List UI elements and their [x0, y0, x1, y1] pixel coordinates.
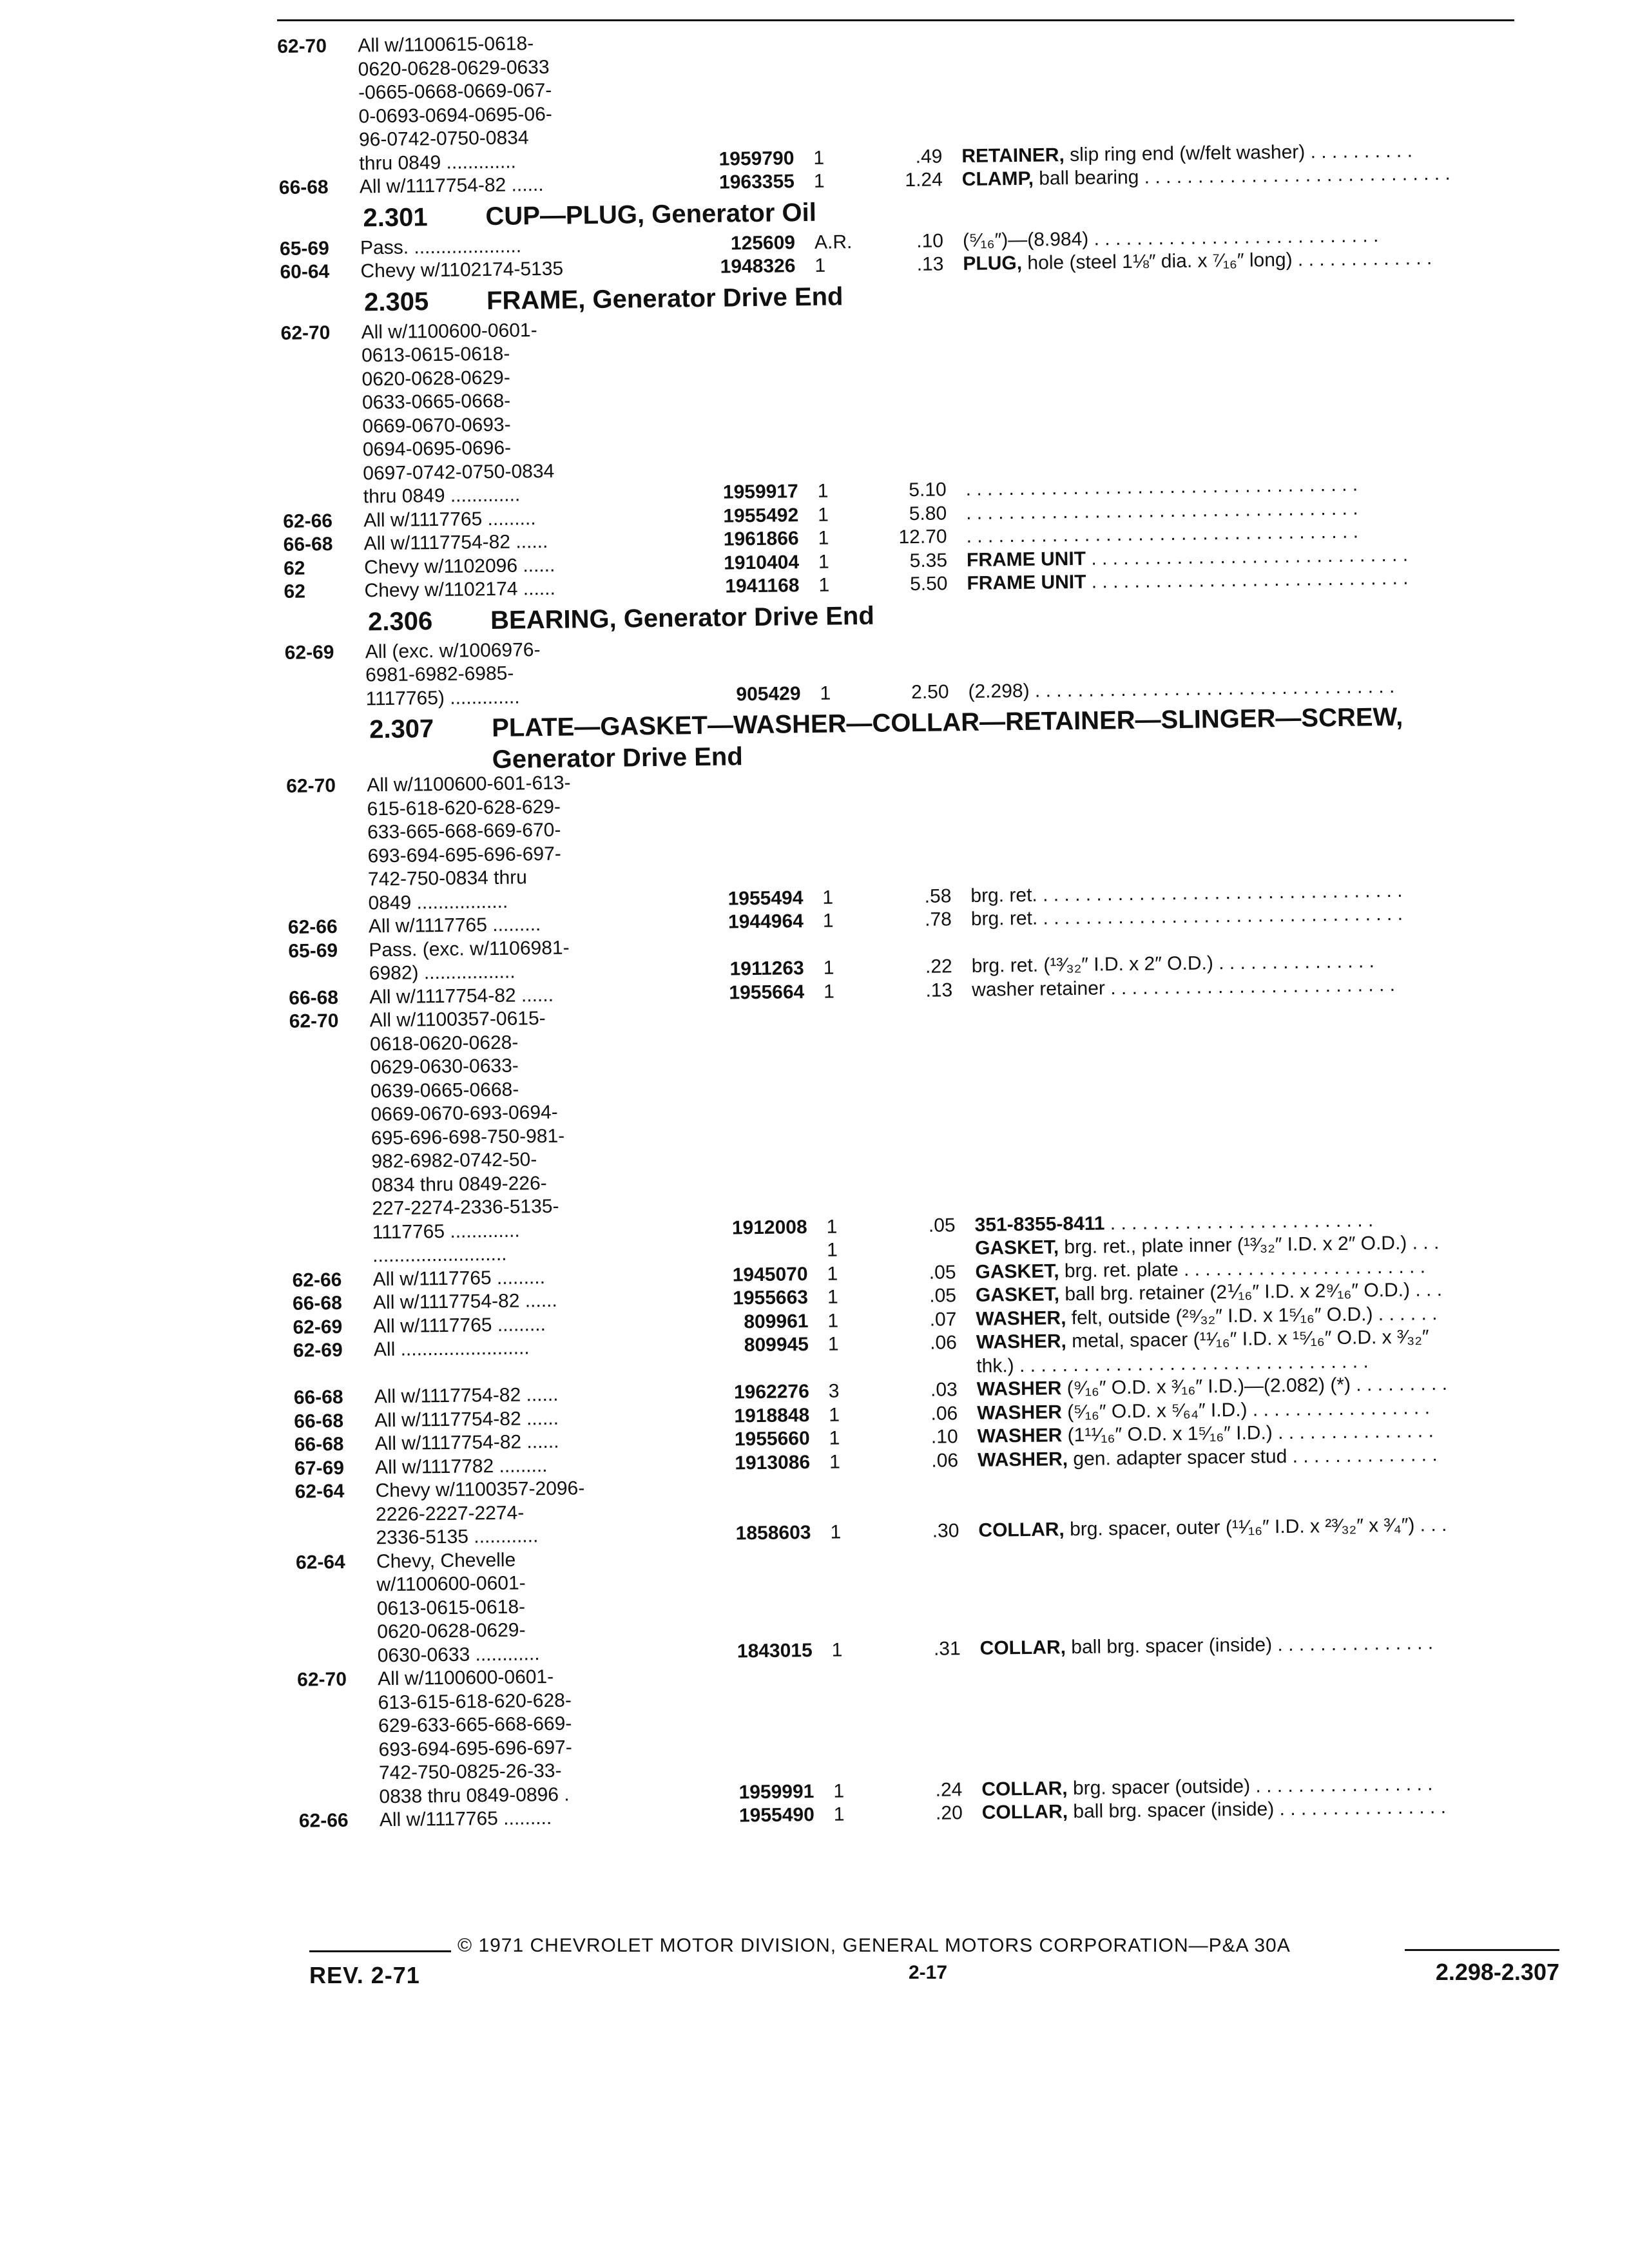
application: All w/1117765 ......... [372, 1266, 546, 1290]
part-name: WASHER [976, 1401, 1063, 1424]
application: All w/1117765 ......... [373, 1313, 546, 1337]
description-detail: (⁵⁄₁₆″)—(8.984) . . . . . . . . . . . . . . . . . . . . . . . . . . . [962, 224, 1379, 251]
application: All w/1117754-82 ...... [374, 1383, 559, 1408]
part-number: 1955663 [732, 1287, 809, 1309]
quantity: 1 [822, 887, 834, 908]
part-name: WASHER [977, 1425, 1063, 1447]
application: thru 0849 ............. [363, 484, 521, 508]
price: .05 [929, 1261, 956, 1283]
application: 0834 thru 0849-226- [371, 1172, 547, 1196]
page-number: 2-17 [909, 1962, 948, 1983]
quantity: 1 [813, 170, 825, 192]
part-number: 1944964 [728, 910, 804, 933]
description-detail: felt, outside (²⁹⁄₃₂″ I.D. x 1⁵⁄₁₆″ O.D.) . . . . . . [1066, 1302, 1438, 1329]
part-number: 1962276 [733, 1381, 809, 1403]
application: 742-750-0825-26-33- [378, 1760, 562, 1784]
application: 613-615-618-620-628- [378, 1689, 572, 1713]
section-number: 2.307 [369, 715, 434, 744]
price: .13 [925, 979, 953, 1001]
application: thru 0849 ............. [359, 150, 517, 174]
part-number: 1941168 [725, 575, 800, 597]
quantity: 1 [813, 147, 825, 169]
model-years: 60-64 [280, 261, 330, 283]
part-number: 1945070 [732, 1263, 808, 1286]
application: 0629-0630-0633- [370, 1055, 519, 1079]
quantity: 1 [829, 1450, 840, 1473]
price: .06 [931, 1449, 959, 1472]
part-number: 1955490 [738, 1804, 815, 1827]
application: 0838 thru 0849-0896 . [379, 1783, 570, 1807]
part-number: 809945 [744, 1334, 809, 1356]
price: .06 [929, 1332, 958, 1354]
application: w/1100600-0601- [376, 1572, 526, 1596]
footer-rule-right [1405, 1949, 1559, 1951]
model-years: 62-70 [289, 1010, 339, 1032]
application: All w/1100615-0618- [358, 33, 534, 57]
part-name: GASKET, [975, 1283, 1060, 1306]
model-years: 62-66 [298, 1809, 349, 1832]
part-number: 1961866 [723, 528, 799, 550]
description-detail: . . . . . . . . . . . . . . . . . . . . . . . . . [1104, 1209, 1374, 1234]
price: .30 [932, 1520, 959, 1542]
quantity: 1 [815, 255, 826, 276]
part-name: COLLAR, [981, 1777, 1068, 1800]
model-years: 62 [284, 581, 306, 602]
model-years: 62-70 [280, 322, 331, 344]
description-detail: (2.298) . . . . . . . . . . . . . . . . . . . . . . . . . . . . . . . . . . [968, 675, 1395, 702]
part-name: COLLAR, [978, 1519, 1065, 1541]
price: 12.70 [898, 526, 947, 548]
model-years: 62-69 [284, 641, 334, 664]
application: 6982) ................. [369, 961, 516, 985]
part-number: 1912008 [731, 1216, 807, 1239]
quantity: 1 [833, 1780, 845, 1802]
quantity: 1 [817, 504, 829, 526]
part-name: 351-8355-8411 [974, 1212, 1105, 1236]
application: 2336-5135 ............ [376, 1525, 539, 1549]
model-years: 62-66 [287, 916, 338, 938]
part-name: WASHER, [977, 1448, 1068, 1471]
description-detail: ball bearing . . . . . . . . . . . . . . . . . . . . . . . . . . . . . [1033, 162, 1451, 189]
part-number: 1843015 [737, 1639, 813, 1662]
application: 0633-0665-0668- [361, 390, 511, 414]
application: 0849 ................. [368, 890, 508, 914]
application: 982-6982-0742-50- [371, 1149, 537, 1173]
description-detail: brg. ret. plate . . . . . . . . . . . . . . . . . . . . . . . [1059, 1255, 1426, 1282]
copyright-notice: © 1971 CHEVROLET MOTOR DIVISION, GENERAL MOTORS CORPORATION—P&A 30A [458, 1935, 1291, 1956]
part-name: FRAME UNIT [966, 548, 1086, 571]
description-detail: gen. adapter spacer stud . . . . . . . . . . . . . . [1067, 1443, 1438, 1470]
application: All w/1117754-82 ...... [369, 984, 554, 1008]
part-name: COLLAR, [981, 1801, 1068, 1823]
part-name: GASKET, [974, 1236, 1059, 1259]
quantity: 1 [826, 1216, 838, 1238]
model-years: 66-68 [278, 177, 329, 198]
price: 5.80 [909, 502, 947, 524]
application: 0-0693-0694-0695-06- [358, 103, 552, 127]
application: 2226-2227-2274- [375, 1501, 525, 1525]
section-number: 2.306 [367, 606, 433, 636]
part-number: 1955664 [729, 981, 805, 1004]
application: All w/1117754-82 ...... [374, 1407, 559, 1431]
model-years: 62-70 [286, 774, 336, 797]
price: .58 [924, 885, 952, 907]
application: All w/1117754-82 ...... [359, 173, 544, 198]
description-detail: . . . . . . . . . . . . . . . . . . . . . . . . . . . . . . [1086, 567, 1409, 593]
application: 0697-0742-0750-0834 [363, 460, 555, 484]
quantity: 1 [820, 682, 831, 704]
quantity: 1 [823, 981, 835, 1003]
part-name: WASHER [976, 1378, 1062, 1400]
application: 6981-6982-6985- [365, 662, 514, 686]
quantity: 1 [829, 1403, 840, 1426]
application: All w/1117782 ......... [374, 1454, 548, 1478]
description-detail: ball brg. spacer (inside) . . . . . . . . . . . . . . . [1065, 1631, 1434, 1658]
part-number: 1911263 [729, 957, 804, 980]
application: All w/1100600-601-613- [367, 772, 571, 796]
application: All (exc. w/1006976- [365, 639, 541, 662]
price: .78 [924, 908, 952, 930]
quantity: 1 [829, 1427, 840, 1449]
model-years: 66-68 [289, 986, 339, 1009]
application: 0694-0695-0696- [362, 437, 512, 461]
application: 0669-0670-693-0694- [371, 1101, 558, 1126]
model-years: 62-69 [293, 1316, 343, 1338]
application: All w/1100600-0601- [377, 1666, 554, 1690]
model-years: 66-68 [283, 533, 333, 555]
part-number: 1948326 [720, 255, 796, 278]
application: 693-694-695-696-697- [378, 1736, 572, 1760]
price: .07 [929, 1308, 957, 1331]
application: All w/1117765 ......... [363, 507, 536, 531]
section-number: 2.305 [363, 287, 429, 316]
description-detail: brg. ret., plate inner (¹³⁄₃₂″ I.D. x 2″ O.D.) . . . [1058, 1232, 1440, 1258]
part-number: 1955494 [728, 887, 804, 910]
application: All w/1117754-82 ...... [363, 530, 548, 555]
model-years: 65-69 [288, 939, 338, 962]
price: .10 [916, 229, 944, 252]
part-number: 1910404 [724, 551, 800, 574]
quantity: 1 [826, 1239, 838, 1261]
part-number: 905429 [736, 682, 801, 705]
price: .49 [915, 145, 943, 168]
application: All w/1117765 ......... [368, 914, 541, 937]
part-name: CLAMP, [961, 168, 1034, 191]
model-years: 62-70 [277, 35, 327, 57]
application: ......................... [372, 1243, 507, 1267]
model-years: 66-68 [292, 1292, 342, 1314]
section-title: PLATE—GASKET—WASHER—COLLAR—RETAINER—SLINGER—SCREW, [491, 702, 1403, 743]
part-name: GASKET, [975, 1260, 1059, 1283]
price: .31 [933, 1637, 961, 1660]
description-detail: washer retainer . . . . . . . . . . . . . . . . . . . . . . . . . . . [971, 974, 1396, 1001]
revision-label: REV. 2-71 [309, 1962, 420, 1988]
part-name: RETAINER, [961, 144, 1065, 167]
model-years: 65-69 [279, 237, 329, 260]
quantity: 1 [822, 910, 834, 932]
application: 0613-0615-0618- [376, 1595, 526, 1619]
description-detail: brg. spacer, outer (¹¹⁄₁₆″ I.D. x ²³⁄₃₂″ x ³⁄₄″) . . . [1064, 1514, 1447, 1541]
quantity: 1 [827, 1286, 838, 1308]
part-number: 1913086 [735, 1451, 811, 1474]
application: Pass. (exc. w/1106981- [369, 937, 570, 961]
part-number: 1959790 [718, 147, 795, 170]
application: All w/1117754-82 ...... [374, 1430, 559, 1455]
part-number [651, 29, 793, 31]
description-detail: thk.) . . . . . . . . . . . . . . . . . . . . . . . . . . . . . . . . . [976, 1350, 1369, 1377]
application: Chevy w/1102096 ...... [363, 554, 555, 578]
quantity: 1 [818, 527, 829, 549]
quantity: 1 [830, 1521, 842, 1543]
application: 0620-0628-0629- [377, 1619, 526, 1643]
description-detail: brg. ret. . . . . . . . . . . . . . . . . . . . . . . . . . . . . . . . . . . [970, 879, 1403, 907]
price: .20 [935, 1802, 963, 1824]
price: .05 [929, 1285, 957, 1307]
description-detail: . . . . . . . . . . . . . . . . . . . . . . . . . . . . . . [1085, 544, 1409, 570]
model-years: 62-70 [296, 1668, 347, 1691]
application: All ........................ [373, 1337, 530, 1361]
description-detail: metal, spacer (¹¹⁄₁₆″ I.D. x ¹⁵⁄₁₆″ O.D. x ³⁄₃₂″ [1066, 1326, 1429, 1352]
description-detail: . . . . . . . . . . . . . . . . . . . . . . . . . . . . . . . . . . . . . [966, 521, 1359, 547]
price [831, 27, 941, 28]
quantity: 3 [828, 1380, 840, 1402]
model-years: 62-64 [295, 1551, 345, 1573]
application: All w/1117754-82 ...... [372, 1289, 557, 1314]
model-years: 66-68 [294, 1410, 344, 1432]
application: 0639-0665-0668- [370, 1079, 519, 1102]
description-detail: (⁹⁄₁₆″ O.D. x ³⁄₁₆″ I.D.)—(2.082) (*) . . . . . . . . . [1061, 1372, 1448, 1399]
price: .13 [916, 253, 944, 275]
price: 2.50 [911, 680, 949, 703]
part-name: PLUG, [963, 252, 1023, 275]
application: 0613-0615-0618- [361, 343, 510, 367]
section-range: 2.298-2.307 [1435, 1959, 1559, 1985]
section-number: 2.301 [363, 202, 428, 232]
application: 0620-0628-0629- [361, 367, 510, 390]
description-detail: (1¹¹⁄₁₆″ O.D. x 1⁵⁄₁₆″ I.D.) . . . . . . . . . . . . . . . [1062, 1420, 1434, 1446]
application: Chevy w/1100357-2096- [375, 1477, 585, 1502]
quantity: 1 [817, 480, 829, 502]
part-name: WASHER, [976, 1307, 1066, 1330]
model-years: 62-66 [292, 1269, 342, 1291]
application: 633-665-668-669-670- [367, 819, 561, 843]
application: 0630-0633 ............ [377, 1642, 540, 1666]
description-detail: slip ring end (w/felt washer) . . . . . . . . . . [1064, 139, 1413, 166]
application: -0665-0668-0669-067- [358, 79, 552, 104]
application: 629-633-665-668-669- [378, 1713, 572, 1737]
quantity: 1 [818, 574, 830, 596]
description-detail: brg. spacer (outside) . . . . . . . . . . . . . . . . . [1067, 1773, 1433, 1799]
application: Chevy w/1102174 ...... [364, 577, 556, 602]
model-years: 62-66 [283, 510, 333, 532]
model-years: 66-68 [293, 1386, 343, 1408]
top-rule [277, 19, 1514, 21]
application: 0620-0628-0629-0633 [358, 56, 550, 80]
price: .03 [930, 1379, 958, 1401]
application: All w/1117765 ......... [379, 1807, 552, 1831]
application: 615-618-620-628-629- [367, 796, 561, 820]
price: 5.50 [909, 573, 948, 595]
quantity: A.R. [814, 231, 853, 253]
model-years: 67-69 [294, 1457, 345, 1479]
part-number: 1955492 [723, 504, 799, 527]
page-footer [309, 1930, 1559, 1994]
application: 0618-0620-0628- [369, 1032, 519, 1055]
part-number: 1858603 [735, 1522, 811, 1544]
part-name: FRAME UNIT [967, 571, 1086, 594]
description-detail: ball brg. retainer (2⅟₁₆″ I.D. x 2⁹⁄₁₆″ O.D.) . . . [1059, 1279, 1443, 1305]
application: 695-696-698-750-981- [371, 1125, 565, 1149]
description-detail: . . . . . . . . . . . . . . . . . . . . . . . . . . . . . . . . . . . . . [965, 474, 1358, 500]
price: .05 [928, 1214, 956, 1236]
application: 693-694-695-696-697- [367, 843, 561, 867]
section-title: CUP—PLUG, Generator Oil [485, 198, 817, 231]
description-detail: (⁵⁄₁₆″ O.D. x ⁵⁄₆₄″ I.D.) . . . . . . . . . . . . . . . . . [1061, 1396, 1431, 1423]
parts-catalog [277, 20, 1581, 1834]
quantity: 1 [827, 1333, 839, 1355]
quantity: 1 [827, 1310, 839, 1332]
model-years: 62-64 [294, 1480, 345, 1503]
model-years: 66-68 [294, 1433, 344, 1456]
price: .06 [930, 1402, 958, 1425]
application: 1117765 ............. [372, 1220, 520, 1243]
quantity: 1 [818, 551, 829, 573]
application: Chevy, Chevelle [376, 1549, 516, 1572]
application: Chevy w/1102174-5135 [360, 258, 564, 282]
application: Pass. .................... [360, 235, 522, 258]
application: 227-2274-2336-5135- [372, 1195, 559, 1220]
application: All w/1100600-0601- [361, 319, 537, 343]
part-number: 1959917 [722, 481, 798, 503]
section-title: Generator Drive End [492, 742, 744, 774]
price: .24 [935, 1778, 963, 1801]
description-detail: ball brg. spacer (inside) . . . . . . . . . . . . . . . . [1067, 1796, 1447, 1823]
section-title: BEARING, Generator Drive End [490, 601, 875, 635]
price: 5.10 [909, 479, 947, 501]
part-number: 125609 [730, 231, 796, 254]
part-name: COLLAR, [979, 1636, 1066, 1659]
price: 5.35 [909, 549, 948, 572]
footer-rule-left [309, 1950, 451, 1952]
application: 1117765) ............. [365, 686, 520, 709]
description-detail: hole (steel 1⅛″ dia. x ⁷⁄₁₆″ long) . . . . . . . . . . . . . [1021, 247, 1432, 274]
description-detail: . . . . . . . . . . . . . . . . . . . . . . . . . . . . . . . . . . . . . [965, 497, 1358, 524]
part-name: WASHER, [976, 1331, 1067, 1353]
description-detail: brg. ret. . . . . . . . . . . . . . . . . . . . . . . . . . . . . . . . . . . [970, 903, 1403, 930]
description-detail: brg. ret. (¹³⁄₃₂″ I.D. x 2″ O.D.) . . . . . . . . . . . . . . . [971, 950, 1375, 977]
quantity: 1 [831, 1639, 843, 1661]
price: 1.24 [905, 169, 943, 191]
quantity: 1 [823, 957, 834, 979]
application: 96-0742-0750-0834 [358, 127, 529, 151]
price: .10 [930, 1426, 958, 1448]
price: .22 [925, 956, 952, 977]
part-number: 1959991 [738, 1780, 815, 1803]
model-years: 62-69 [293, 1339, 343, 1361]
quantity: 1 [827, 1263, 838, 1285]
part-number: 1963355 [718, 171, 795, 193]
quantity: 1 [833, 1803, 845, 1825]
application: 0669-0670-0693- [362, 414, 511, 437]
application: 742-750-0834 thru [367, 867, 528, 890]
section-title: FRAME, Generator Drive End [486, 282, 843, 315]
model-years: 62 [283, 557, 305, 579]
application: All w/1100357-0615- [369, 1008, 546, 1032]
part-number: 1955660 [734, 1428, 810, 1450]
part-number: 809961 [744, 1310, 809, 1332]
part-number: 1918848 [734, 1404, 810, 1427]
